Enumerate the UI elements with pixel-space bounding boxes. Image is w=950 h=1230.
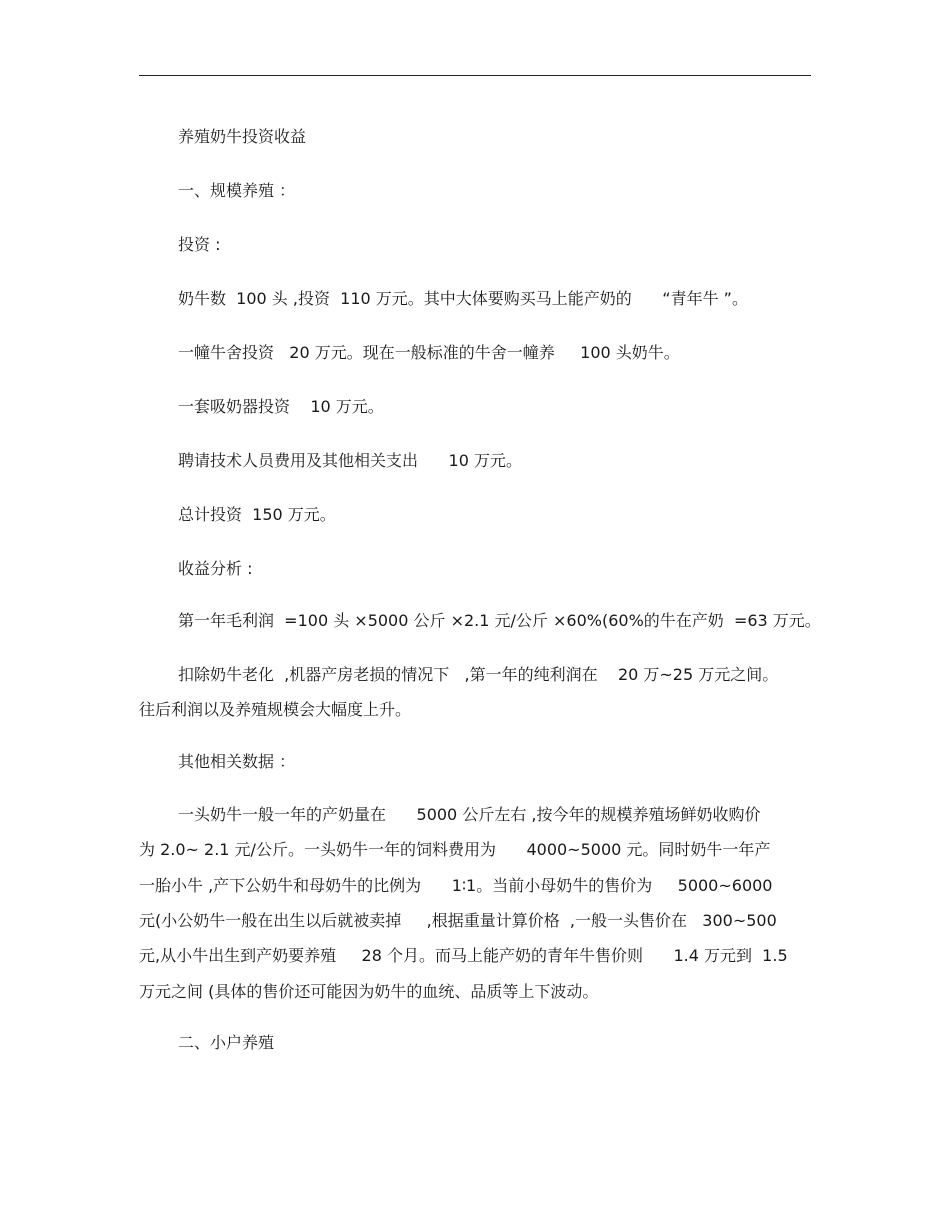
other-data-label: 其他相关数据 ： — [178, 752, 296, 771]
investment-line-barn: 一幢牛舍投资 20 万元。现在一般标准的牛舍一幢养 100 头奶牛。 — [178, 343, 680, 362]
investment-line-milker: 一套吸奶器投资 10 万元。 — [178, 397, 384, 416]
investment-label: 投资 : — [178, 235, 221, 254]
other-data-line-4: 元(小公奶牛一般在出生以后就被卖掉 ,根据重量计算价格 ,一般一头售价在 300~500 — [139, 911, 777, 930]
investment-line-total: 总计投资 150 万元。 — [178, 505, 336, 524]
gross-profit-line: 第一年毛利润 =100 头 ×5000 公斤 ×2.1 元/公斤 ×60%(60%的牛在产奶 =63 万元。 — [178, 611, 821, 630]
other-data-line-3: 一胎小牛 ,产下公奶牛和母奶牛的比例为 1∶1。当前小母奶牛的售价为 5000~6000 — [139, 876, 773, 895]
net-profit-line-1: 扣除奶牛老化 ,机器产房老损的情况下 ,第一年的纯利润在 20 万~25 万元之间。 — [178, 665, 779, 684]
other-data-line-2: 为 2.0~ 2.1 元/公斤。一头奶牛一年的饲料费用为 4000~5000 元。同时奶牛一年产 — [139, 840, 771, 859]
net-profit-line-2: 往后利润以及养殖规模会大幅度上升。 — [139, 700, 412, 719]
income-analysis-label: 收益分析 : — [178, 559, 253, 578]
section-heading-small-farming: 二、小户养殖 — [178, 1033, 275, 1052]
investment-line-cows: 奶牛数 100 头 ,投资 110 万元。其中大体要购买马上能产奶的 “青年牛 ”。 — [178, 289, 748, 308]
document-title: 养殖奶牛投资收益 — [178, 127, 307, 146]
section-heading-scale-farming: 一、规模养殖 ： — [178, 181, 296, 200]
header-rule — [139, 75, 811, 76]
other-data-line-1: 一头奶牛一般一年的产奶量在 5000 公斤左右 ,按今年的规模养殖场鲜奶收购价 — [178, 805, 761, 824]
other-data-line-6: 万元之间 (具体的售价还可能因为奶牛的血统、品质等上下波动。 — [139, 982, 599, 1001]
other-data-line-5: 元,从小牛出生到产奶要养殖 28 个月。而马上能产奶的青年牛售价则 1.4 万元到 1.5 — [139, 946, 788, 965]
investment-line-staff: 聘请技术人员费用及其他相关支出 10 万元。 — [178, 451, 522, 470]
